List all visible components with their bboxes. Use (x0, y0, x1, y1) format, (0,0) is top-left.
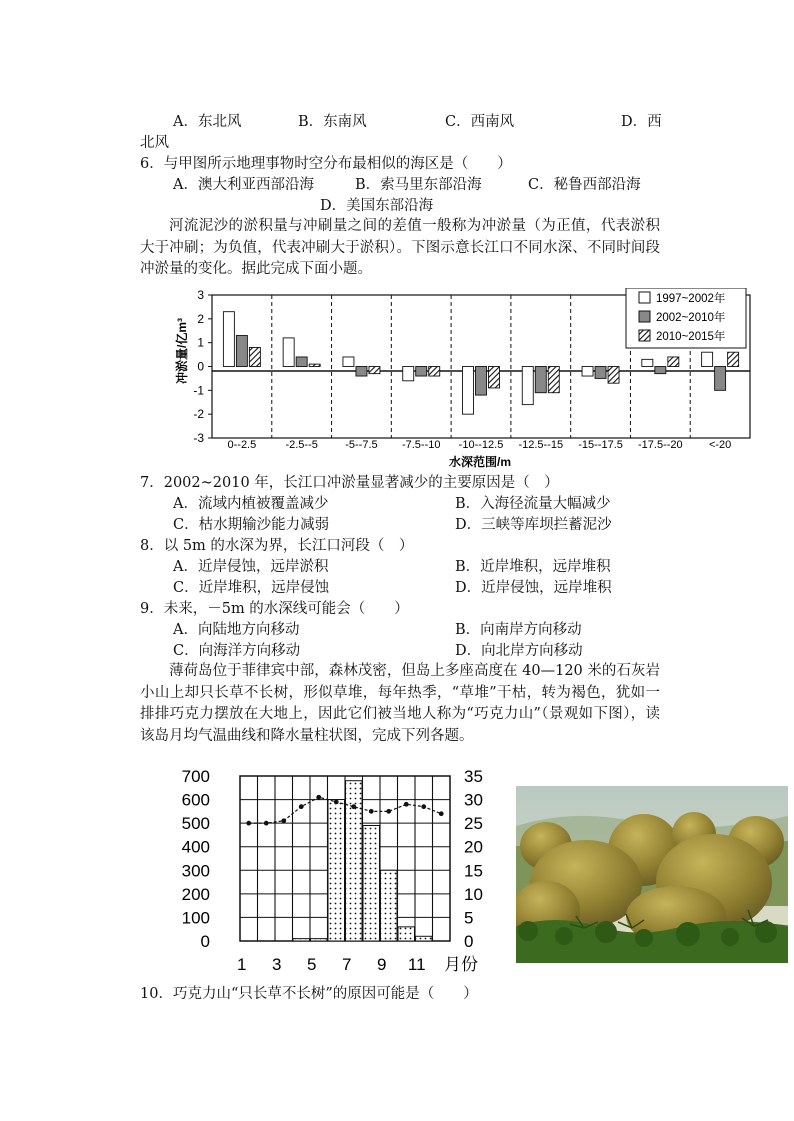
bar (642, 359, 653, 366)
bar (715, 367, 726, 391)
bar (728, 352, 739, 366)
bar (489, 367, 500, 388)
x-tick-label: -2.5--5 (285, 439, 318, 451)
temp-tick-label: 35 (464, 767, 483, 786)
precip-bar (416, 936, 433, 941)
bar (296, 357, 307, 367)
bar (249, 347, 260, 366)
temp-point (316, 795, 321, 800)
chocolate-hills-photo (516, 786, 788, 963)
precip-tick-label: 300 (181, 861, 210, 881)
q8-stem: 8．以 5m 的水深为界，长江口河段（ ） (140, 538, 414, 554)
x-tick-label: -10--12.5 (458, 439, 504, 451)
legend-label-3: 2010~2015年 (656, 331, 726, 343)
precip-bar (311, 939, 328, 941)
q5-option-b: B．东南风 (298, 114, 367, 130)
temp-axis-ticks (464, 767, 483, 951)
bar (236, 336, 247, 367)
sediment-chart (170, 288, 770, 468)
legend-label-2: 2002~2010年 (656, 312, 726, 324)
x-tick-labels (228, 439, 732, 451)
y-tick-label: 2 (197, 311, 204, 326)
x-tick-label: -12.5--15 (518, 439, 564, 451)
precip-tick-label: 0 (200, 932, 210, 951)
y-tick-label: -1 (193, 383, 204, 398)
bar (223, 312, 234, 367)
precip-bar (328, 800, 345, 941)
temp-tick-label: 20 (464, 837, 483, 857)
temp-tick-label: 25 (464, 814, 483, 834)
q7-stem: 7．2002~2010 年，长江口冲淤量显著减少的主要原因是（ ） (140, 475, 559, 491)
bar (522, 367, 533, 405)
temp-tick-label: 10 (464, 884, 483, 904)
x-tick-label: 0--2.5 (227, 439, 257, 451)
q5-option-c: C．西南风 (445, 114, 515, 130)
passage-chocolate-hills: 薄荷岛位于菲律宾中部，森林茂密，但岛上多座高度在 40—120 米的石灰岩小山上却只长草不长树，形似草堆，每年热季，“草堆”干枯，转为褐色，犹如一排排巧克力摆放在大地上，因此它们被当地人称为“巧克力山”（景观如下图），读该岛月均气温曲线和降水量柱状图，完成下列各题。 (140, 663, 660, 744)
temp-tick-label: 5 (464, 908, 474, 928)
x-tick-label: -15--17.5 (578, 439, 623, 451)
bar (309, 364, 320, 366)
x-tick-label: -7.5--10 (401, 439, 441, 451)
bar (369, 367, 380, 374)
y-tick-label: -3 (193, 431, 204, 445)
passage-sediment: 河流泥沙的淤积量与冲刷量之间的差值一般称为冲淤量（为正值，代表淤积大于冲刷；为负值，代表冲刷大于淤积）。下图示意长江口不同水深、不同时间段冲淤量的变化。据此完成下面小题。 (140, 218, 660, 277)
y-ticks (193, 288, 212, 445)
precip-tick-label: 400 (181, 837, 210, 857)
q8-option-a: A．近岸侵蚀，远岸淤积 (173, 559, 329, 575)
precip-bar (398, 927, 415, 941)
q6-option-c: C．秘鲁西部沿海 (528, 177, 641, 193)
bar (608, 367, 619, 384)
bar (548, 367, 559, 393)
x-unit-label: 月份 (444, 955, 478, 974)
bar (356, 367, 367, 377)
x-tick-label: <-20 (708, 439, 732, 451)
q5-option-a: A．东北风 (173, 114, 242, 130)
precip-bar (293, 939, 310, 941)
precip-tick-label: 200 (181, 884, 210, 904)
month-tick-label: 9 (377, 955, 387, 974)
temp-point (246, 821, 251, 826)
q9-option-d: D．向北岸方向移动 (455, 643, 583, 659)
y-tick-label: 1 (197, 335, 204, 350)
bar (403, 367, 414, 381)
precip-tick-label: 600 (181, 790, 210, 810)
bar (343, 357, 354, 367)
y-tick-label: 0 (197, 359, 204, 374)
bar (595, 367, 606, 379)
month-tick-label: 3 (272, 955, 282, 974)
temp-point (439, 811, 444, 816)
q6-option-b: B．索马里东部沿海 (355, 177, 482, 193)
q8-option-d: D．近岸侵蚀，远岸堆积 (455, 580, 612, 596)
bar (655, 367, 666, 374)
temp-tick-label: 15 (464, 861, 483, 881)
temp-point (386, 809, 391, 814)
bar (463, 367, 474, 415)
q7-option-c: C．枯水期输沙能力减弱 (173, 517, 330, 533)
q8-option-c: C．近岸堆积，远岸侵蚀 (173, 580, 330, 596)
y-tick-label: -2 (193, 407, 204, 422)
q9-option-b: B．向南岸方向移动 (455, 622, 582, 638)
q7-option-a: A．流域内植被覆盖减少 (173, 496, 329, 512)
precip-bar (381, 870, 398, 941)
bar (476, 367, 487, 396)
q8-option-b: B．近岸堆积，远岸堆积 (455, 559, 611, 575)
temp-point (299, 804, 304, 809)
q6-stem: 6．与甲图所示地理事物时空分布最相似的海区是（ ） (140, 156, 512, 172)
bar (582, 367, 593, 377)
precip-tick-label: 100 (181, 908, 210, 928)
bar (283, 338, 294, 367)
y-tick-label: 3 (197, 288, 204, 302)
q5-option-d-wrap: 北风 (140, 135, 169, 151)
month-tick-label: 11 (407, 955, 426, 974)
temp-point (404, 802, 409, 807)
legend-swatch-2 (639, 311, 650, 322)
q6-option-d: D．美国东部沿海 (320, 198, 434, 214)
temp-tick-label: 30 (464, 790, 483, 810)
climate-chart (168, 766, 508, 976)
legend (626, 288, 746, 348)
q10-stem: 10．巧克力山“只长草不长树”的原因可能是（ ） (140, 986, 478, 1002)
bar (416, 367, 427, 377)
x-tick-label: -5--7.5 (345, 439, 378, 451)
temp-point (421, 804, 426, 809)
q5-option-d: D．西 (621, 114, 662, 130)
temp-point (264, 821, 269, 826)
q9-stem: 9．未来，－5m 的水深线可能会（ ） (140, 601, 409, 617)
precip-axis-ticks (182, 767, 210, 951)
x-axis-label: 水深范围/m (449, 455, 512, 468)
q9-option-c: C．向海洋方向移动 (173, 643, 301, 659)
legend-swatch-3 (639, 330, 650, 341)
bar (429, 367, 440, 377)
temp-point (369, 809, 374, 814)
precip-tick-label: 700 (181, 767, 210, 786)
x-tick-label: -17.5--20 (638, 439, 683, 451)
month-ticks (237, 955, 426, 974)
bar (702, 352, 713, 366)
month-tick-label: 7 (342, 955, 352, 974)
q9-option-a: A．向陆地方向移动 (173, 622, 300, 638)
precip-bar (363, 826, 380, 942)
bar (668, 357, 679, 367)
q7-option-b: B．入海径流量大幅减少 (455, 496, 611, 512)
temp-point (334, 800, 339, 805)
month-tick-label: 1 (237, 955, 247, 974)
bar (535, 367, 546, 393)
q7-option-d: D．三峡等库坝拦蓄泥沙 (455, 517, 612, 533)
temp-tick-label: 0 (464, 932, 474, 951)
temp-point (351, 804, 356, 809)
y-axis-label: 冲淤量/亿m³ (175, 317, 189, 385)
legend-swatch-1 (639, 292, 650, 303)
q6-option-a: A．澳大利亚西部沿海 (173, 177, 314, 193)
month-tick-label: 5 (307, 955, 317, 974)
temp-point (281, 818, 286, 823)
precip-tick-label: 500 (181, 814, 210, 834)
legend-label-1: 1997~2002年 (656, 293, 726, 305)
